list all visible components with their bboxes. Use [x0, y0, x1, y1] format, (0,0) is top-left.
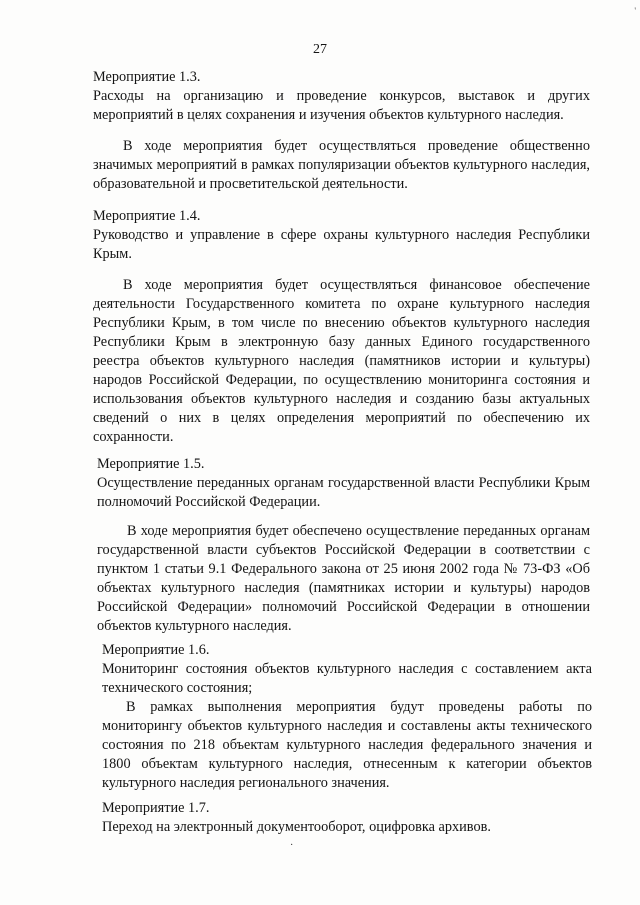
section-body: В ходе мероприятия будет обеспечено осуществление переданных органам государственной власти субъектов Российской Федерации в соответствии с пунктом 1 статьи 9.1 Федерального закона от 25 июня 2002 года № 73-ФЗ «Об объектах культурного наследия (памятниках истории и культуры) народов Российской Федерации» полномочий Российской Федерации в отношении объектов культурного наследия. [97, 523, 590, 634]
section-1-3-body [93, 137, 590, 194]
section-1-5-body [97, 522, 590, 636]
section-1-6 [102, 641, 592, 793]
section-heading: Мероприятие 1.3. [93, 69, 201, 85]
section-body: В ходе мероприятия будет осуществляться проведение общественно значимых мероприятий в рамках популяризации объектов культурного наследия, образовательной и просветительской деятельности. [93, 138, 590, 192]
section-title: Руководство и управление в сфере охраны культурного наследия Республики Крым. [93, 227, 590, 262]
section-1-4-body [93, 276, 590, 447]
section-1-7 [102, 799, 592, 837]
section-body: В ходе мероприятия будет осуществляться финансовое обеспечение деятельности Государственного комитета по охране культурного наследия Республики Крым, в том числе по внесению объектов культурного наследия Республики Крым в электронную базу данных Единого государственного реестра объектов культурного наследия (памятников истории и культуры) народов Российской Федерации, по осуществлению мониторинга состояния и использования объектов культурного наследия и созданию базы актуальных сведений о них в целях определения мероприятий по обеспечению их сохранности. [93, 277, 590, 445]
section-title: Переход на электронный документооборот, оцифровка архивов. [102, 819, 491, 835]
section-heading: Мероприятие 1.4. [93, 208, 201, 224]
section-1-4 [93, 207, 590, 264]
section-heading: Мероприятие 1.7. [102, 800, 210, 816]
section-title: Осуществление переданных органам государственной власти Республики Крым полномочий Российской Федерации. [97, 475, 590, 510]
section-heading: Мероприятие 1.6. [102, 642, 210, 658]
section-1-5 [97, 455, 590, 512]
corner-mark: ' [634, 6, 636, 16]
section-title: Расходы на организацию и проведение конкурсов, выставок и других мероприятий в целях сохранения и изучения объектов культурного наследия. [93, 88, 590, 123]
scan-speck: · [290, 840, 294, 851]
section-heading: Мероприятие 1.5. [97, 456, 205, 472]
section-1-3 [93, 68, 590, 125]
section-body: В рамках выполнения мероприятия будут проведены работы по мониторингу объектов культурного наследия и составлены акты технического состояния по 218 объектам культурного наследия федерального значения и 1800 объектам культурного наследия, отнесенным к категории объектов культурного наследия регионального значения. [102, 699, 592, 791]
section-title: Мониторинг состояния объектов культурного наследия с составлением акта технического состояния; [102, 661, 592, 696]
page-number: 27 [313, 42, 327, 57]
